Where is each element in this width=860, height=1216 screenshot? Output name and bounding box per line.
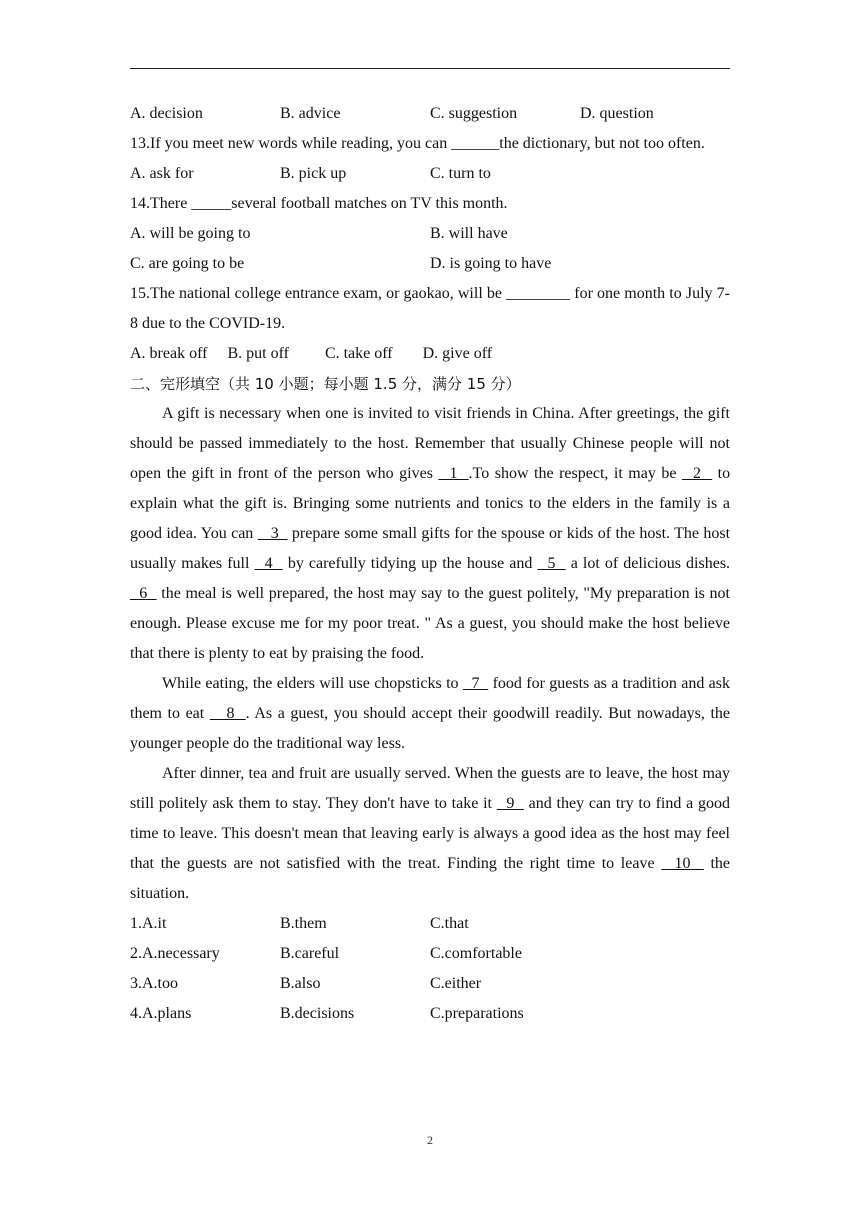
option-c: C. are going to be: [130, 255, 245, 272]
option-a: A. break off: [130, 345, 208, 362]
option-b: B.also: [280, 975, 321, 992]
passage-paragraph-3: [130, 759, 730, 909]
option-c: C.comfortable: [430, 945, 522, 962]
q14-options-row1: [130, 219, 730, 249]
option-c: C. turn to: [430, 165, 491, 182]
option-a: A. decision: [130, 105, 203, 122]
q13-options: [130, 159, 730, 189]
option-b: B. will have: [430, 225, 508, 242]
option-c: C.either: [430, 975, 482, 992]
blank-5: 5: [537, 555, 566, 572]
blank-3: 3: [257, 525, 288, 542]
q15-options: [130, 339, 730, 369]
passage-text: food for guests as a tradition and ask them to eat: [130, 675, 731, 722]
option-b: B. put off: [227, 345, 289, 362]
blank-1: 1: [438, 465, 469, 482]
option-c: C.preparations: [430, 1005, 524, 1022]
option-d: D. is going to have: [430, 255, 552, 272]
option-a: A. will be going to: [130, 225, 251, 242]
option-b: B.them: [280, 915, 327, 932]
option-b: B. advice: [280, 105, 341, 122]
passage-text: a lot of delicious dishes.: [570, 555, 731, 572]
answer-row-3: [130, 969, 730, 999]
passage-paragraph-2: [130, 669, 730, 759]
answer-row-4: [130, 999, 730, 1029]
blank-10: 10: [661, 855, 704, 872]
option-b: B.careful: [280, 945, 340, 962]
option-b: B. pick up: [280, 165, 347, 182]
blank-9: 9: [496, 795, 524, 812]
option-b: B.decisions: [280, 1005, 355, 1022]
q12-options: [130, 99, 730, 129]
passage-text: While eating, the elders will use chopsticks to: [162, 675, 459, 692]
passage-text: After dinner, tea and fruit are usually served. When the guests are to leave, the host may still politely ask them to stay. They don't have to take it: [130, 765, 730, 812]
passage-text: by carefully tidying up the house and: [287, 555, 533, 572]
option-c: C. suggestion: [430, 105, 518, 122]
passage-text: prepare some small gifts for the spouse or kids of the host. The host usually makes full: [130, 525, 731, 572]
header-rule: [130, 68, 730, 69]
blank-2: 2: [682, 465, 713, 482]
option-c: C.that: [430, 915, 469, 932]
blank-4: 4: [254, 555, 283, 572]
q14-stem: 14.There _____several football matches on TV this month.: [130, 195, 508, 212]
passage-text: A gift is necessary when one is invited to visit friends in China. After greetings, the gift should be passed immediately to the host. Remember that usually Chinese people will not open the gift in front of the person who gives: [130, 405, 730, 482]
blank-6: 6: [130, 585, 157, 602]
passage-text: the meal is well prepared, the host may say to the guest politely, "My preparation is not enough. Please excuse me for my poor treat. " As a guest, you should make the host believe that there is plenty to eat by praising the food.: [130, 585, 731, 662]
passage-text: the situation.: [130, 855, 731, 902]
q14-options-row2: [130, 249, 730, 279]
section-heading: 二、完形填空（共 10 小题；每小题 1.5 分，满分 15 分）: [130, 375, 521, 393]
passage-paragraph-1: [130, 399, 730, 669]
q15-stem: 15.The national college entrance exam, or gaokao, will be ________ for one month to July 7-8 due to the COVID-19.: [130, 285, 730, 332]
passage-text: to explain what the gift is. Bringing some nutrients and tonics to the elders in the family is a good idea. You can: [130, 465, 731, 542]
q13-stem: 13.If you meet new words while reading, you can ______the dictionary, but not too often.: [130, 135, 705, 152]
option-c: C. take off: [324, 345, 393, 362]
option-a: 1.A.it: [130, 915, 167, 932]
blank-8: 8: [209, 705, 246, 722]
passage-text: .To show the respect, it may be: [468, 465, 677, 482]
option-a: 4.A.plans: [130, 1005, 192, 1022]
passage-text: and they can try to find a good time to leave. This doesn't mean that leaving early is always a good idea as the host may feel that the guests are not satisfied with the treat. Finding the right time to leave: [130, 795, 731, 872]
page-number: 2: [427, 1133, 433, 1147]
answer-row-2: [130, 939, 730, 969]
blank-7: 7: [462, 675, 489, 692]
option-a: A. ask for: [130, 165, 194, 182]
option-a: 3.A.too: [130, 975, 178, 992]
option-d: D. question: [580, 105, 654, 122]
exam-content: [130, 99, 730, 1029]
option-a: 2.A.necessary: [130, 945, 220, 962]
answer-row-1: [130, 909, 730, 939]
option-d: D. give off: [422, 345, 493, 362]
passage-text: . As a guest, you should accept their goodwill readily. But nowadays, the younger people do the traditional way less.: [130, 705, 731, 752]
